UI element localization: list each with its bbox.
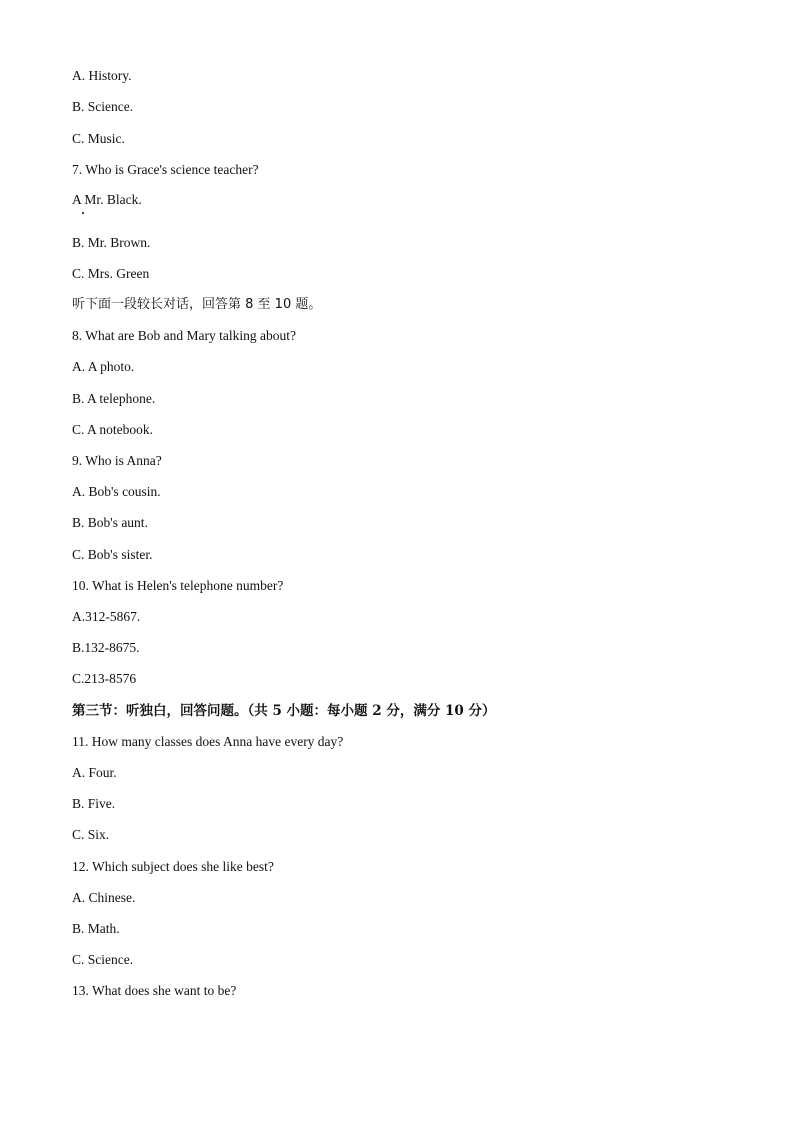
question-12-option-b: B. Math. [72,921,120,936]
question-12-option-a: A. Chinese. [72,890,136,905]
question-9-option-a: A. Bob's cousin. [72,484,161,499]
question-9-option-b: B. Bob's aunt. [72,515,148,530]
option-a-history: A. History. [72,68,132,83]
question-11-option-a: A. Four. [72,765,117,780]
question-9-option-c: C. Bob's sister. [72,547,153,562]
question-7-option-c: C. Mrs. Green [72,266,150,281]
question-7-option-a: A Mr. Black. [72,192,142,207]
option-c-music: C. Music. [72,131,125,146]
question-12: 12. Which subject does she like best? [72,859,274,874]
instruction-8-10: 听下面一段较长对话，回答第 8 至 10 题。 [72,297,322,312]
question-8-option-b: B. A telephone. [72,391,156,406]
section-3-heading: 第三节：听独白，回答问题。（共 5 小题：每小题 2 分，满分 10 分） [72,703,496,719]
question-10: 10. What is Helen's telephone number? [72,578,284,593]
question-10-option-c: C.213-8576 [72,671,137,686]
question-10-option-a: A.312-5867. [72,609,141,624]
question-9: 9. Who is Anna? [72,453,162,468]
stray-dot-mark [82,212,84,214]
question-13: 13. What does she want to be? [72,983,237,998]
question-7: 7. Who is Grace's science teacher? [72,162,259,177]
question-8-option-c: C. A notebook. [72,422,154,437]
question-8: 8. What are Bob and Mary talking about? [72,328,296,343]
question-7-option-b: B. Mr. Brown. [72,235,151,250]
question-11: 11. How many classes does Anna have every day? [72,734,344,749]
question-10-option-b: B.132-8675. [72,640,140,655]
question-8-option-a: A. A photo. [72,359,135,374]
question-11-option-c: C. Six. [72,827,110,842]
question-11-option-b: B. Five. [72,796,116,811]
question-12-option-c: C. Science. [72,952,134,967]
option-b-science: B. Science. [72,99,134,114]
